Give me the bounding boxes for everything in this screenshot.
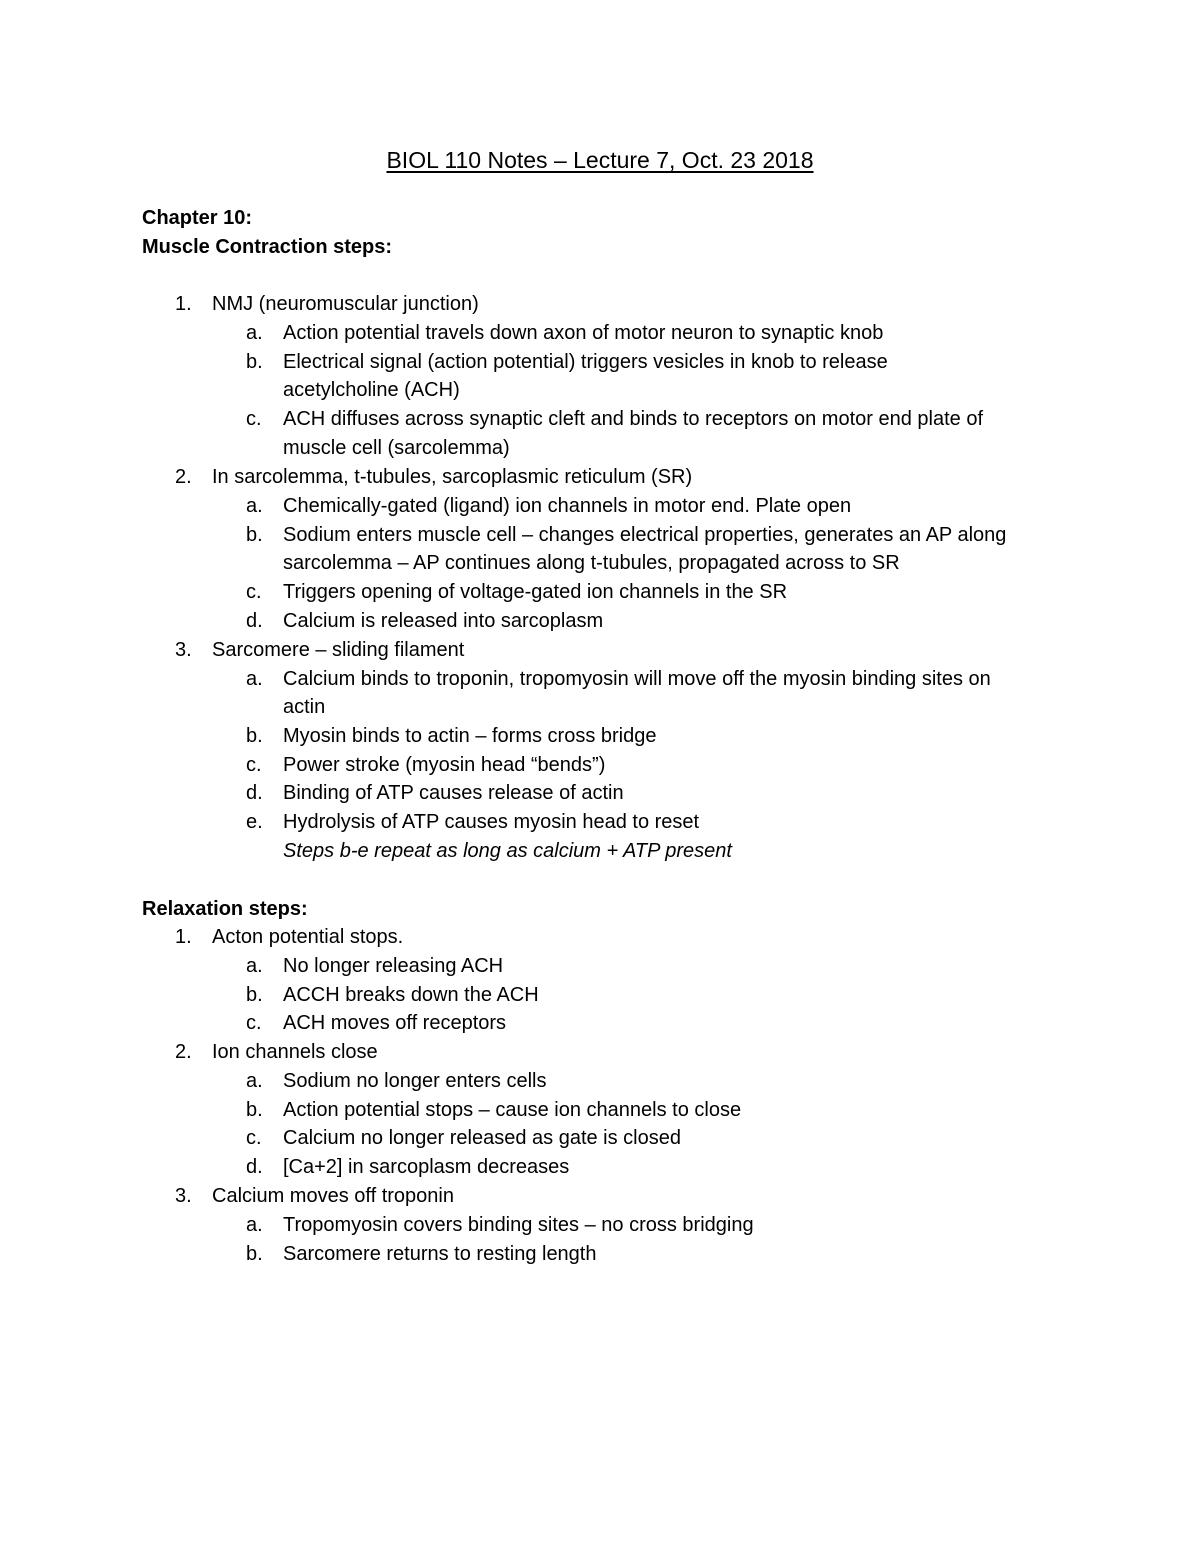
sub-item-text: Electrical signal (action potential) triggers vesicles in knob to release (283, 351, 888, 373)
sub-item-text: ACCH breaks down the ACH (283, 984, 539, 1006)
contraction-step-text: NMJ (neuromuscular junction) (212, 293, 479, 315)
sub-item-letter: d. (246, 610, 263, 632)
sub-item-text: Calcium binds to troponin, tropomyosin will move off the myosin binding sites on (283, 668, 991, 690)
relaxation-step-number: 1. (175, 926, 192, 948)
sub-item-text: Sodium enters muscle cell – changes electrical properties, generates an AP along (283, 524, 1007, 546)
sub-item-text: Hydrolysis of ATP causes myosin head to reset (283, 811, 700, 833)
sub-item-letter: c. (246, 1127, 262, 1149)
relaxation-step-text: Calcium moves off troponin (212, 1185, 454, 1207)
contraction-step-text: Sarcomere – sliding filament (212, 639, 465, 661)
sub-item-text: Power stroke (myosin head “bends”) (283, 754, 606, 776)
sub-item-letter: e. (246, 811, 263, 833)
sub-item-text: Binding of ATP causes release of actin (283, 782, 624, 804)
sub-item-letter: a. (246, 955, 263, 977)
sub-item-text: Calcium is released into sarcoplasm (283, 610, 604, 632)
sub-item-text: Chemically-gated (ligand) ion channels in motor end. Plate open (283, 495, 852, 517)
sub-item-letter: a. (246, 1070, 263, 1092)
sub-item-text: sarcolemma – AP continues along t-tubules, propagated across to SR (283, 552, 900, 574)
sub-item-letter: b. (246, 725, 263, 747)
relaxation-step-number: 3. (175, 1185, 192, 1207)
sub-item-letter: a. (246, 1214, 263, 1236)
sub-item-text: Action potential stops – cause ion channels to close (283, 1099, 742, 1121)
relaxation-step-text: Acton potential stops. (212, 926, 404, 948)
relaxation-heading: Relaxation steps: (142, 898, 308, 920)
sub-item-letter: d. (246, 782, 263, 804)
sub-item-letter: a. (246, 668, 263, 690)
sub-item-letter: b. (246, 1099, 263, 1121)
sub-item-text: Sarcomere returns to resting length (283, 1243, 597, 1265)
sub-item-letter: c. (246, 581, 262, 603)
contraction-step-number: 3. (175, 639, 192, 661)
sub-item-text: ACH diffuses across synaptic cleft and binds to receptors on motor end plate of (283, 408, 983, 430)
relaxation-step-text: Ion channels close (212, 1041, 378, 1063)
sub-item-text: No longer releasing ACH (283, 955, 504, 977)
sub-item-text: [Ca+2] in sarcoplasm decreases (283, 1156, 570, 1178)
sub-item-letter: a. (246, 322, 263, 344)
sub-item-text: Tropomyosin covers binding sites – no cross bridging (283, 1214, 754, 1236)
sub-item-text: muscle cell (sarcolemma) (283, 437, 510, 459)
sub-item-letter: c. (246, 754, 262, 776)
sub-item-letter: b. (246, 1243, 263, 1265)
contraction-heading: Muscle Contraction steps: (142, 236, 393, 258)
sub-item-letter: a. (246, 495, 263, 517)
sub-item-letter: c. (246, 408, 262, 430)
sub-item-letter: c. (246, 1012, 262, 1034)
contraction-step-number: 1. (175, 293, 192, 315)
sub-item-letter: d. (246, 1156, 263, 1178)
sub-item-text: acetylcholine (ACH) (283, 379, 460, 401)
sub-item-letter: b. (246, 524, 263, 546)
sub-item-text: actin (283, 696, 326, 718)
repeat-note: Steps b-e repeat as long as calcium + ATP present (283, 840, 732, 862)
sub-item-letter: b. (246, 351, 263, 373)
chapter-heading: Chapter 10: (142, 207, 253, 229)
sub-item-text: Calcium no longer released as gate is closed (283, 1127, 681, 1149)
sub-item-text: Action potential travels down axon of motor neuron to synaptic knob (283, 322, 884, 344)
sub-item-text: Myosin binds to actin – forms cross bridge (283, 725, 657, 747)
sub-item-letter: b. (246, 984, 263, 1006)
contraction-step-number: 2. (175, 466, 192, 488)
contraction-step-text: In sarcolemma, t-tubules, sarcoplasmic reticulum (SR) (212, 466, 693, 488)
sub-item-text: Sodium no longer enters cells (283, 1070, 547, 1092)
sub-item-text: ACH moves off receptors (283, 1012, 507, 1034)
sub-item-text: Triggers opening of voltage-gated ion channels in the SR (283, 581, 788, 603)
relaxation-step-number: 2. (175, 1041, 192, 1063)
page-title: BIOL 110 Notes – Lecture 7, Oct. 23 2018 (386, 147, 814, 173)
